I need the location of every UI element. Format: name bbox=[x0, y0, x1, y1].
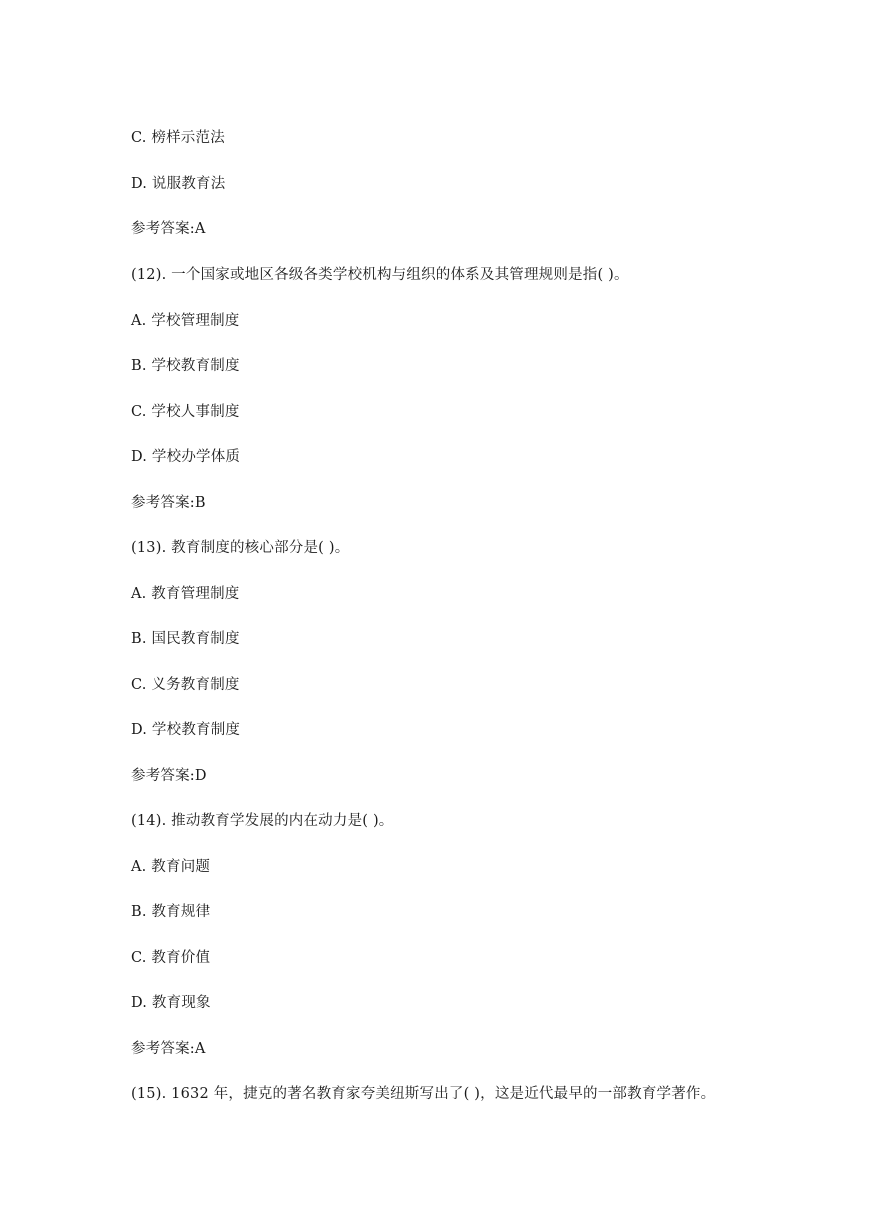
answer-q13: 参考答案:D bbox=[131, 768, 207, 784]
option-a-q13: A. 教育管理制度 bbox=[131, 586, 240, 602]
option-a-q14: A. 教育问题 bbox=[131, 859, 211, 875]
option-d-q14: D. 教育现象 bbox=[131, 995, 211, 1011]
question-12: (12). 一个国家或地区各级各类学校机构与组织的体系及其管理规则是指( )。 bbox=[131, 267, 629, 283]
option-a-q12: A. 学校管理制度 bbox=[131, 313, 240, 329]
option-d-q13: D. 学校教育制度 bbox=[131, 722, 241, 738]
question-13: (13). 教育制度的核心部分是( )。 bbox=[131, 540, 350, 556]
option-c-q13: C. 义务教育制度 bbox=[131, 677, 240, 693]
option-b-q14: B. 教育规律 bbox=[131, 904, 211, 920]
answer-q11: 参考答案:A bbox=[131, 221, 206, 237]
option-d-q11: D. 说服教育法 bbox=[131, 176, 226, 192]
question-14: (14). 推动教育学发展的内在动力是( )。 bbox=[131, 813, 394, 829]
option-c-q12: C. 学校人事制度 bbox=[131, 404, 240, 420]
option-c-q14: C. 教育价值 bbox=[131, 950, 211, 966]
option-b-q13: B. 国民教育制度 bbox=[131, 631, 240, 647]
question-15: (15). 1632 年，捷克的著名教育家夸美纽斯写出了( )，这是近代最早的一部教育学著作。 bbox=[131, 1086, 716, 1102]
option-c-q11: C. 榜样示范法 bbox=[131, 130, 225, 146]
option-b-q12: B. 学校教育制度 bbox=[131, 358, 240, 374]
answer-q12: 参考答案:B bbox=[131, 495, 206, 511]
option-d-q12: D. 学校办学体质 bbox=[131, 449, 241, 465]
answer-q14: 参考答案:A bbox=[131, 1041, 206, 1057]
